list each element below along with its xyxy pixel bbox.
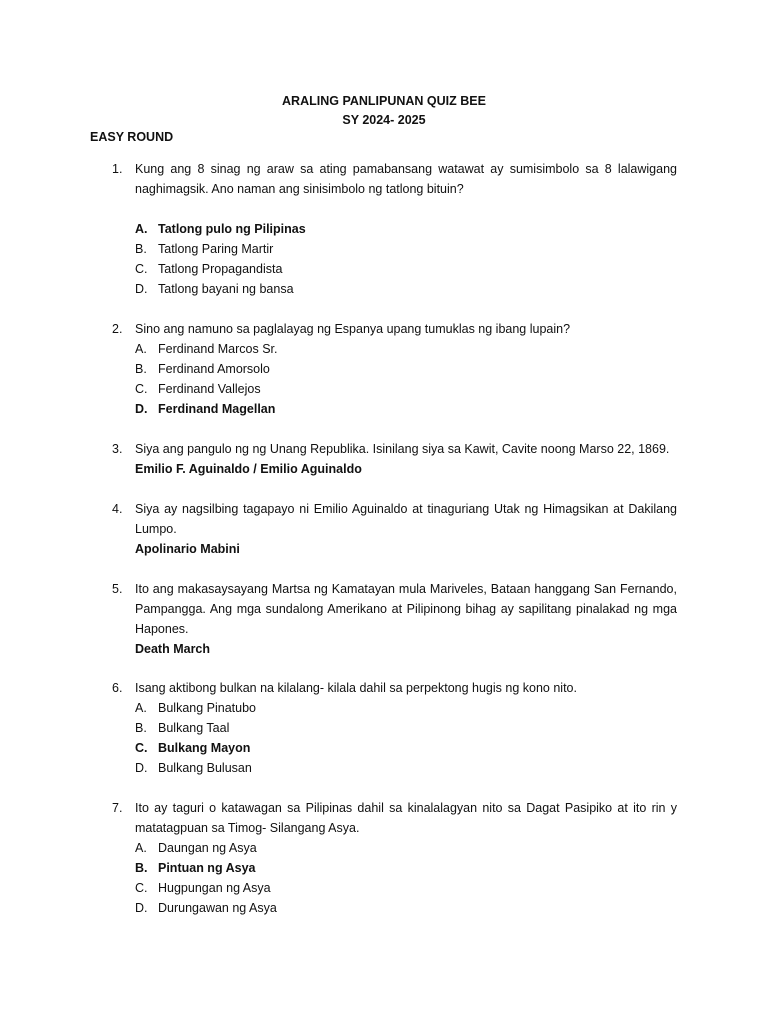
- option: A. Bulkang Pinatubo: [135, 701, 256, 715]
- question-4: [112, 499, 677, 559]
- document-title: ARALING PANLIPUNAN QUIZ BEE: [282, 94, 486, 108]
- option-correct: D. Ferdinand Magellan: [135, 402, 276, 416]
- question-text: Siya ay nagsilbing tagapayo ni Emilio Aguinaldo at tinaguriang Utak ng Himagsikan at Dakilang Lumpo.: [135, 502, 677, 536]
- answer: Emilio F. Aguinaldo / Emilio Aguinaldo: [135, 462, 362, 476]
- question-1: [112, 159, 677, 299]
- option: A. Daungan ng Asya: [135, 841, 257, 855]
- question-number: 7.: [112, 801, 123, 815]
- question-text: Ito ang makasaysayang Martsa ng Kamatayan mula Mariveles, Bataan hanggang San Fernando, Pampangga. Ang mga sundalong Amerikano at Pilipinong bihag ay sapilitang pinalakad ng mga Hapones.: [135, 582, 677, 636]
- answer: Death March: [135, 642, 211, 656]
- option: D. Bulkang Bulusan: [135, 761, 252, 775]
- question-text: Isang aktibong bulkan na kilalang- kilala dahil sa perpektong hugis ng kono nito.: [135, 681, 577, 695]
- question-3: [112, 439, 677, 479]
- question-text: Kung ang 8 sinag ng araw sa ating pamabansang watawat ay sumisimbolo sa 8 lalawigang naghimagsik. Ano naman ang sinisimbolo ng tatlong bituin?: [135, 162, 677, 196]
- option: C. Tatlong Propagandista: [135, 262, 283, 276]
- option-correct: C. Bulkang Mayon: [135, 741, 251, 755]
- question-number: 2.: [112, 322, 123, 336]
- option: C. Hugpungan ng Asya: [135, 881, 271, 895]
- question-number: 4.: [112, 502, 123, 516]
- answer: Apolinario Mabini: [135, 542, 240, 556]
- question-text: Sino ang namuno sa paglalayag ng Espanya upang tumuklas ng ibang lupain?: [135, 322, 571, 336]
- option: C. Ferdinand Vallejos: [135, 382, 261, 396]
- question-6: [112, 678, 677, 778]
- option: A. Ferdinand Marcos Sr.: [135, 342, 278, 356]
- school-year: SY 2024- 2025: [342, 113, 426, 127]
- question-text: Ito ay taguri o katawagan sa Pilipinas dahil sa kinalalagyan nito sa Dagat Pasipiko at ito rin y matatagpuan sa Timog- Silangang Asya.: [135, 801, 677, 835]
- question-7: [112, 798, 677, 918]
- option-correct: B. Pintuan ng Asya: [135, 861, 256, 875]
- option: B. Bulkang Taal: [135, 721, 230, 735]
- question-number: 6.: [112, 681, 123, 695]
- option: D. Durungawan ng Asya: [135, 901, 277, 915]
- question-5: [112, 579, 677, 659]
- question-number: 3.: [112, 442, 123, 456]
- option: D. Tatlong bayani ng bansa: [135, 282, 294, 296]
- option-correct: A. Tatlong pulo ng Pilipinas: [135, 222, 306, 236]
- option: B. Ferdinand Amorsolo: [135, 362, 270, 376]
- option: B. Tatlong Paring Martir: [135, 242, 274, 256]
- question-number: 5.: [112, 582, 123, 596]
- question-2: [112, 319, 677, 419]
- question-text: Siya ang pangulo ng ng Unang Republika. Isinilang siya sa Kawit, Cavite noong Marso 22, 1869.: [135, 442, 670, 456]
- round-label: EASY ROUND: [90, 130, 174, 144]
- question-number: 1.: [112, 162, 123, 176]
